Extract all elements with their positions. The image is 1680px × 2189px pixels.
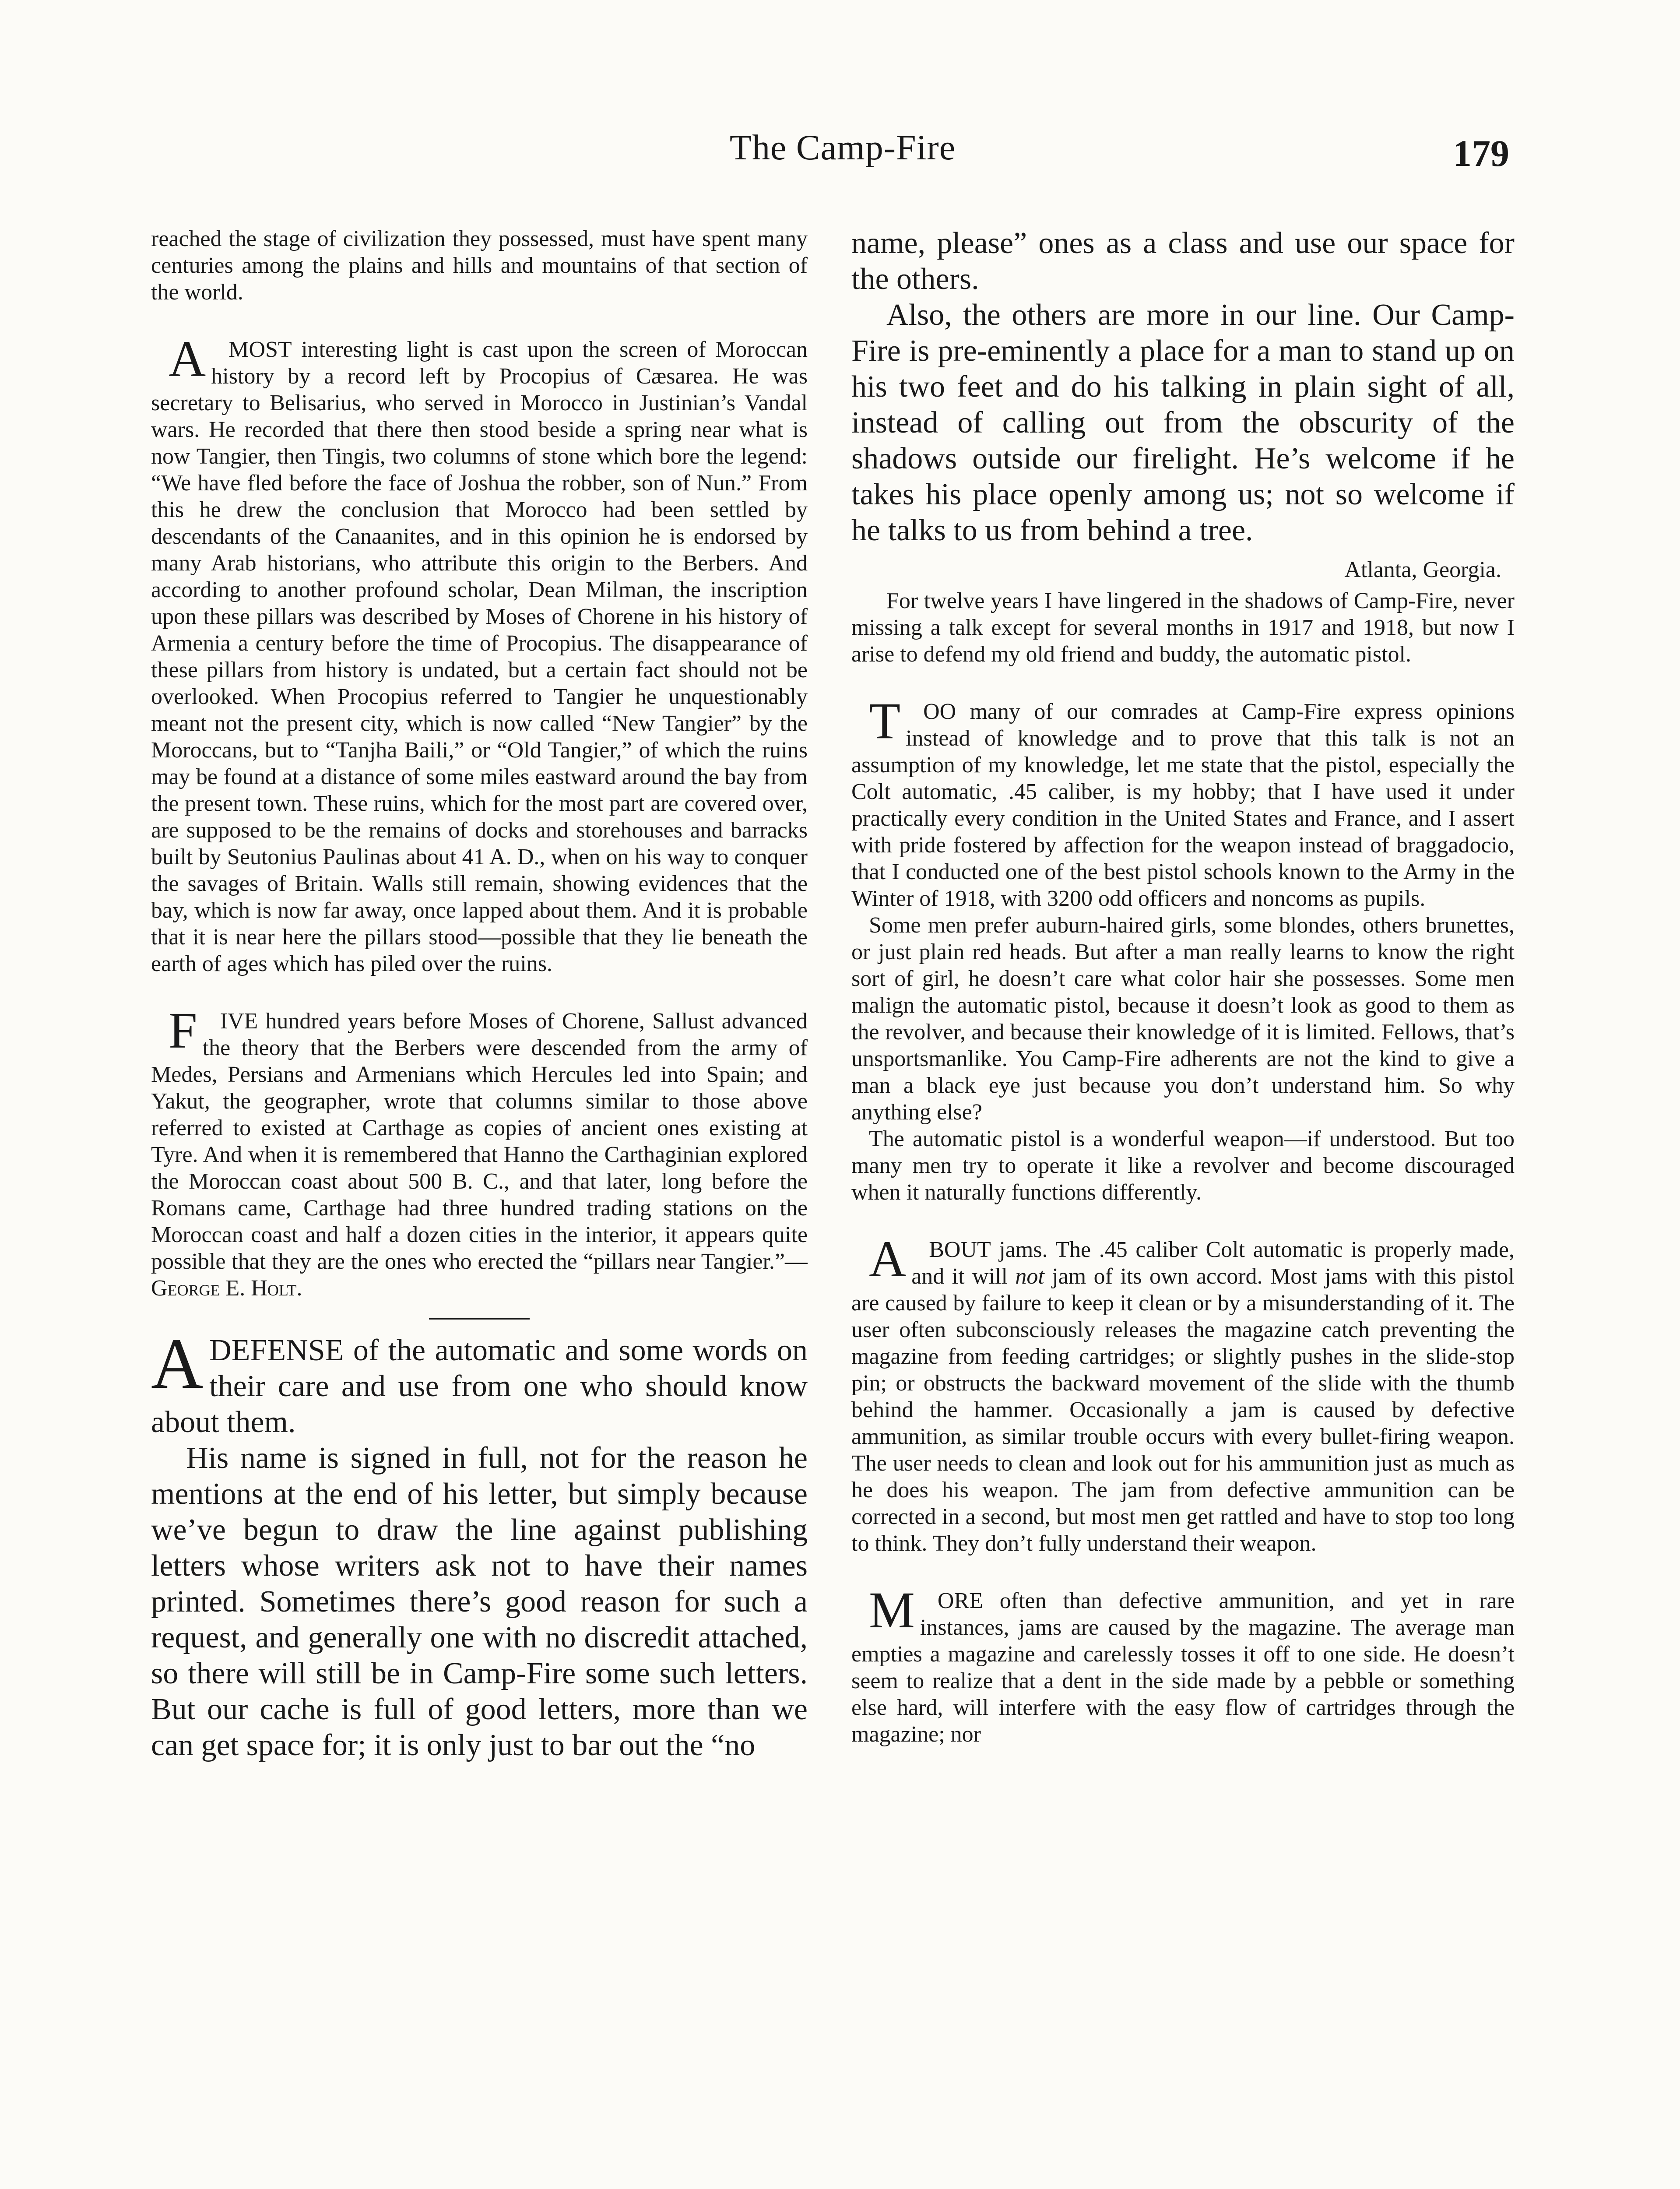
lead-word: MOST: [228, 337, 292, 362]
paragraph-about-jams: [851, 1230, 1515, 1557]
paragraph-more-often: [851, 1581, 1515, 1748]
paragraph-sallust: [151, 1002, 808, 1302]
paragraph-wonderful-weapon: The automatic pistol is a wonderful weapon—if understood. But too many men try to operate it like a revolver and become discouraged when it naturally functions differently.: [851, 1126, 1515, 1205]
drop-cap: M: [869, 1581, 915, 1639]
lead-word: IVE: [220, 1009, 258, 1034]
section-divider: [429, 1318, 530, 1320]
letter-dateline: Atlanta, Georgia.: [1344, 557, 1501, 582]
drop-cap: A: [169, 330, 206, 387]
paragraph-text: interesting light is cast upon the screen of Moroccan history by a record left by Procopius of Cæsarea. He was secretary to Belisarius, who served in Morocco in Justinian’s Vandal wars. He recorded that there then stood beside a spring near what is now Tangier, then Tingis, two columns of stone which bore the legend: “We have fled before the face of Joshua the robber, son of Nun.” From this he drew the conclusion that Morocco had been settled by descendants of the Canaanites, and in this opinion he is endorsed by many Arab historians, who attribute this origin to the Berbers. And according to another profound scholar, Dean Milman, the inscription upon these pillars was described by Moses of Chorene in his history of Armenia a century before the time of Procopius. The disappearance of these pillars from history is undated, but a certain fact should not be overlooked. When Procopius referred to Tangier he unquestionably meant not the present city, which is now called “New Tangier” by the Moroccans, but to “Tanjha Baili,” or “Old Tangier,” of which the ruins may be found at a distance of some miles eastward around the bay from the present town. These ruins, which for the most part are covered over, are supposed to be the remains of docks and storehouses and barracks built by Seutonius Paulinas about 41 A. D., when on his way to conquer the savages of Britain. Walls still remain, showing evidences that the bay, which is now far away, once lapped about them. And it is probable that it is near here the pillars stood—possible that they lie beneath the earth of ages which has piled over the ruins.: [151, 337, 808, 976]
paragraph-editor-note-2: Also, the others are more in our line. Our Camp-Fire is pre-eminently a place for a man to stand up on his two feet and do his talking in plain sight of all, instead of calling out from the obscurity of the shadows outside our firelight. He’s welcome if he takes his place openly among us; not so welcome if he talks to us from behind a tree.: [851, 298, 1515, 547]
paragraph-preferences: Some men prefer auburn-haired girls, some blondes, others brunettes, or just plain red heads. But after a man really learns to know the right sort of girl, he doesn’t care what color hair she possesses. Some men malign the automatic pistol, because it doesn’t look as good to them as the revolver, and because their knowledge of it is limited. Fellows, that’s unsportsmanlike. You Camp-Fire adherents are not the kind to give a man a black eye just because you don’t understand him. So why anything else?: [851, 913, 1515, 1125]
paragraph-letter-opening: For twelve years I have lingered in the shadows of Camp-Fire, never missing a talk except for several months in 1917 and 1918, but now I arise to defend my old friend and buddy, the automatic pistol.: [851, 588, 1515, 667]
lead-word: ORE: [937, 1588, 983, 1613]
paragraph-text: many of our comrades at Camp-Fire express opinions instead of knowledge and to prove that this talk is not an assumption of my knowledge, let me state that the pistol, especially the Colt automatic, .45 caliber, is my hobby; that I have used it under practically every condition in the United States and France, and I assert with pride fostered by affection for the weapon instead of braggadocio, that I conducted one of the best pistol schools known to the Army in the Winter of 1918, with 3200 odd officers and noncoms as pupils.: [851, 699, 1515, 911]
lead-word: OO: [923, 699, 956, 724]
lead-word: BOUT: [929, 1237, 991, 1262]
author-signature: George E. Holt.: [151, 1276, 302, 1301]
paragraph-text: hundred years before Moses of Chorene, Sallust advanced the theory that the Berbers were descended from the army of Medes, Persians and Armenians which Hercules led into Spain; and Yakut, the geographer, wrote that columns similar to those above referred to existed at Carthage as copies of ancient ones existing at Tyre. And when it is remembered that Hanno the Carthaginian explored the Moroccan coast about 500 B. C., and that later, long before the Romans came, Carthage had three hundred trading stations on the Moroccan coast and half a dozen cities in the interior, it appears quite possible that they are the ones who erected the “pillars near Tangier.”—: [151, 1009, 808, 1274]
right-column: [851, 225, 1515, 2189]
running-head: The Camp-Fire: [729, 127, 956, 167]
paragraph-defense-intro: [151, 1323, 808, 1440]
paragraph-editor-note: His name is signed in full, not for the reason he mentions at the end of his letter, but simply because we’ve begun to draw the line against publishing letters whose writers ask not to have their names printed. Sometimes there’s good reason for such a request, and generally one with no discredit attached, so there will still be in Camp-Fire some such letters. But our cache is full of good letters, more than we can get space for; it is only just to bar out the “no: [151, 1441, 808, 1762]
paragraph-text: jam of its own accord. Most jams with this pistol are caused by failure to keep it clean or by a misunderstanding of it. The user often subconsciously releases the magazine catch preventing the magazine from feeding cartridges; or slightly pushes in the slide-stop pin; or obstructs the backward movement of the slide with the thumb behind the hammer. Occasionally a jam is caused by defective ammunition, as similar trouble occurs with every bullet-firing weapon. The user needs to clean and look out for his ammunition just as much as he does his weapon. The jam from defective ammunition can be corrected in a second, but most men get rattled and have to stop too long to think. They don’t fully understand their weapon.: [851, 1264, 1515, 1556]
drop-cap: A: [151, 1323, 204, 1404]
drop-cap: T: [869, 692, 901, 750]
paragraph-text: often than defective ammunition, and yet in rare instances, jams are caused by the magazine. The average man empties a magazine and carelessly tosses it off to one side. He doesn’t seem to realize that a dent in the side made by a pebble or something else hard, will interfere with the easy flow of cartridges through the magazine; nor: [851, 1588, 1515, 1747]
paragraph-continuation: name, please” ones as a class and use our space for the others.: [851, 226, 1515, 296]
paragraph-continuation: reached the stage of civilization they possessed, must have spent many centuries among the plains and hills and mountains of that section of the world.: [151, 226, 808, 305]
left-column: [151, 225, 808, 2189]
paragraph-too-many: [851, 692, 1515, 912]
lead-word: DEFENSE: [209, 1334, 344, 1367]
page-number: 179: [1453, 132, 1509, 174]
paragraph-procopius: [151, 330, 808, 977]
paragraph-text: of the automatic and some words on their care and use from one who should know about them.: [151, 1334, 808, 1439]
drop-cap: A: [869, 1230, 907, 1288]
drop-cap: F: [169, 1002, 197, 1059]
paragraph-text: jams. The .45 caliber Colt automatic is properly made, and it will: [911, 1237, 1515, 1289]
emphasis-word: not: [1015, 1264, 1044, 1289]
